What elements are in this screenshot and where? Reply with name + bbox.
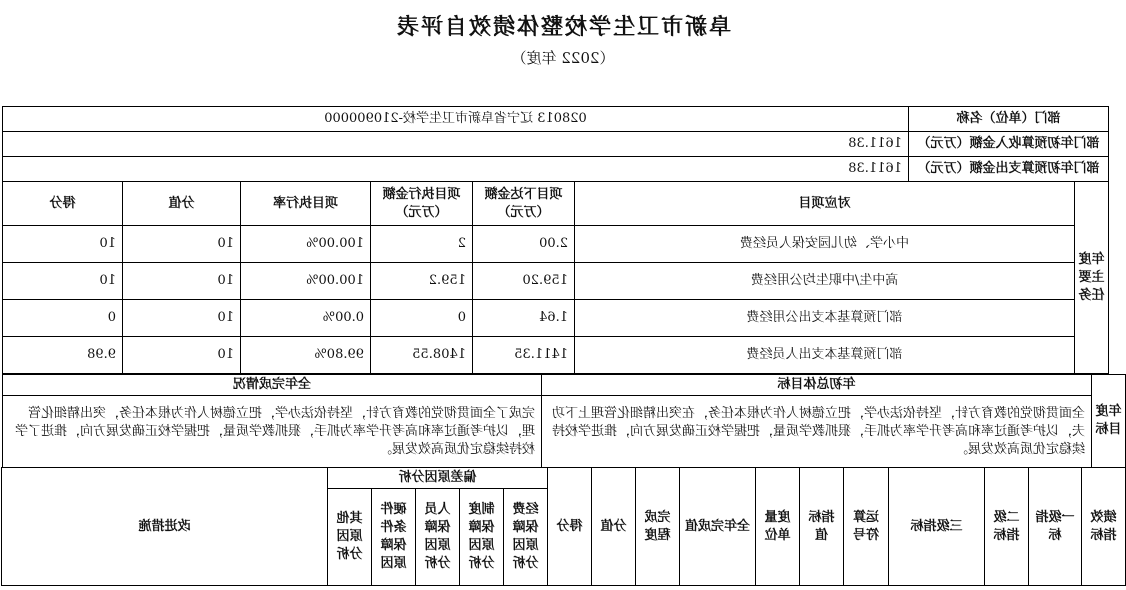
- task-project: 部门预算基本支出人员经费: [575, 337, 1075, 374]
- col-exec-amount-header: 项目执行金额（万元）: [371, 182, 473, 226]
- weight-header: 分值: [592, 468, 636, 586]
- task-exec-amount: 0: [371, 300, 473, 337]
- deviation-header: 偏差原因分析: [327, 468, 547, 489]
- task-project: 高中生/中职生均公用经费: [575, 263, 1075, 300]
- task-score: 10: [3, 263, 123, 300]
- tasks-section-label: 年度主要任务: [1075, 182, 1109, 374]
- col-project-header: 对应项目: [575, 182, 1075, 226]
- completion-header: 全年完成情况: [3, 375, 542, 396]
- task-score: 0: [3, 300, 123, 337]
- task-exec-amount: 1408.55: [371, 337, 473, 374]
- expense-label: 部门年初预算支出金额（万元）: [909, 157, 1109, 182]
- page-title: 阜新市卫生学校整体绩效自评表: [395, 14, 732, 40]
- dept-name-value: 028013 辽宁省阜新市卫生学校-210900000: [3, 107, 909, 132]
- degree-header: 完成程度: [636, 468, 680, 586]
- goals-section-label: 年度目标: [1092, 375, 1126, 468]
- personnel-reason-header: 人员保障原因分析: [416, 489, 460, 586]
- task-weight: 10: [123, 337, 241, 374]
- indicators-table: [1, 467, 1126, 586]
- perf-indicator-label: 绩效指标: [1082, 468, 1126, 586]
- task-exec-amount: 2: [371, 226, 473, 263]
- task-exec-rate: 0.00%: [241, 300, 371, 337]
- table-row: [3, 337, 1109, 374]
- expense-value: 1611.38: [3, 157, 909, 182]
- operator-header: 运算符号: [844, 468, 889, 586]
- task-weight: 10: [123, 226, 241, 263]
- task-budget: 159.20: [473, 263, 575, 300]
- score-header: 得分: [548, 468, 592, 586]
- task-exec-rate: 100.00%: [241, 263, 371, 300]
- col-weight-header: 分值: [123, 182, 241, 226]
- col-score-header: 得分: [3, 182, 123, 226]
- tasks-table: [2, 181, 1109, 374]
- annual-value-header: 全年完成值: [680, 468, 756, 586]
- task-weight: 10: [123, 263, 241, 300]
- task-exec-rate: 100.00%: [241, 226, 371, 263]
- task-score: 10: [3, 226, 123, 263]
- level2-header: 二级指标: [985, 468, 1029, 586]
- target-text: 全面贯彻党的教育方针，坚持依法办学，把立德树人作为根本任务，在突出精细化管理上下功夫，以护考通过率和高考升学率为抓手，狠抓教学质量，把握学校正确发展方向，推进学校持续稳定优质高效发展。: [542, 396, 1092, 468]
- task-exec-rate: 99.80%: [241, 337, 371, 374]
- dept-name-label: 部门（单位）名称: [909, 107, 1109, 132]
- goals-table: [2, 374, 1126, 468]
- task-weight: 10: [123, 300, 241, 337]
- table-row: [3, 263, 1109, 300]
- measures-header: 改进措施: [1, 468, 327, 586]
- task-project: 中小学、幼儿园安保人员经费: [575, 226, 1075, 263]
- dept-info-table: [2, 106, 1109, 182]
- system-reason-header: 制度保障原因分析: [460, 489, 504, 586]
- index-value-header: 指标值: [800, 468, 844, 586]
- task-budget: 1.64: [473, 300, 575, 337]
- level1-header: 一级指标: [1029, 468, 1082, 586]
- table-row: [3, 226, 1109, 263]
- completion-text: 完成了全面贯彻党的教育方针，坚持依法办学，把立德树人作为根本任务，突出精细化管理，以护考通过率和高考升学率为抓手，狠抓教学质量，把握学校正确发展方向，推进了学校持续稳定优质高效发展。: [3, 396, 542, 468]
- col-exec-rate-header: 项目执行率: [241, 182, 371, 226]
- task-score: 9.98: [3, 337, 123, 374]
- task-budget: 1411.35: [473, 337, 575, 374]
- funding-reason-header: 经费保障原因分析: [504, 489, 548, 586]
- level3-header: 三级指标: [889, 468, 985, 586]
- unit-header: 度量单位: [756, 468, 800, 586]
- task-exec-amount: 159.2: [371, 263, 473, 300]
- hardware-reason-header: 硬件条件保障原因: [372, 489, 416, 586]
- task-project: 部门预算基本支出公用经费: [575, 300, 1075, 337]
- other-reason-header: 其他原因分析: [327, 489, 371, 586]
- page-subtitle: （2022 年度）: [511, 49, 615, 67]
- task-budget: 2.00: [473, 226, 575, 263]
- income-value: 1611.38: [3, 132, 909, 157]
- col-budget-header: 项目下达金额（万元）: [473, 182, 575, 226]
- target-header: 年初总体目标: [542, 375, 1092, 396]
- income-label: 部门年初预算收入金额（万元）: [909, 132, 1109, 157]
- table-row: [3, 300, 1109, 337]
